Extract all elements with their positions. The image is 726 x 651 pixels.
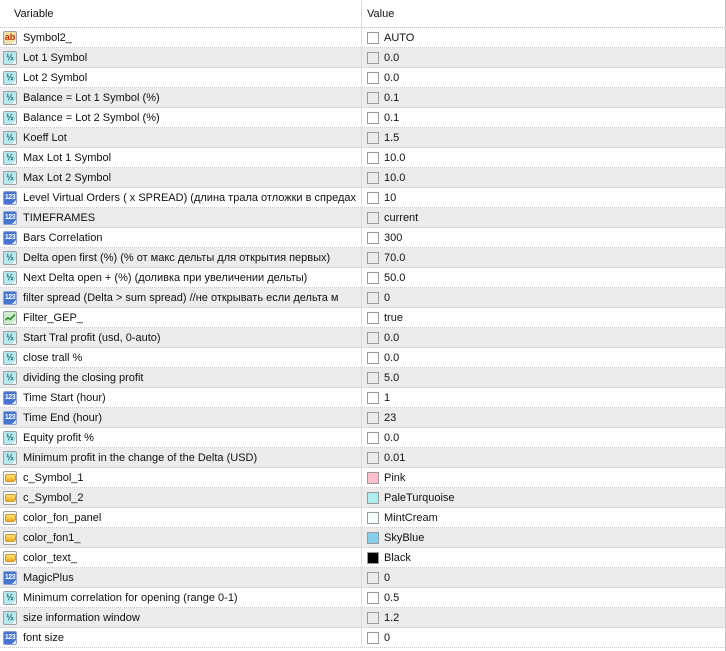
variable-cell [0, 208, 362, 227]
variable-name: Level Virtual Orders ( x SPREAD) (длина трала отложки в спредах [23, 191, 357, 204]
color-swatch [367, 292, 379, 304]
variable-cell [0, 608, 362, 627]
variable-cell [0, 508, 362, 527]
color-swatch [367, 212, 379, 224]
value-text: 0.0 [384, 331, 400, 344]
color-swatch [367, 452, 379, 464]
variable-name: Bars Correlation [23, 231, 103, 244]
variable-name: dividing the closing profit [23, 371, 144, 384]
value-cell[interactable] [362, 628, 725, 647]
value-text: 23 [384, 411, 397, 424]
value-text: 0.0 [384, 351, 400, 364]
value-text: PaleTurquoise [384, 491, 455, 504]
value-cell[interactable] [362, 508, 725, 527]
value-text: 0.5 [384, 591, 400, 604]
value-text: 0.0 [384, 71, 400, 84]
table-row[interactable] [0, 288, 725, 308]
variable-cell [0, 48, 362, 67]
int-type-icon: 123 [3, 231, 17, 245]
value-cell[interactable] [362, 488, 725, 507]
color-type-icon [3, 551, 17, 565]
color-swatch [367, 52, 379, 64]
table-row[interactable] [0, 528, 725, 548]
variable-cell [0, 348, 362, 367]
double-type-icon: ½ [3, 131, 17, 145]
table-row[interactable] [0, 368, 725, 388]
color-swatch [367, 392, 379, 404]
table-row[interactable] [0, 108, 725, 128]
double-type-icon: ½ [3, 431, 17, 445]
value-text: 10.0 [384, 171, 406, 184]
variable-cell [0, 448, 362, 467]
table-row[interactable] [0, 408, 725, 428]
value-cell[interactable] [362, 348, 725, 367]
value-cell[interactable] [362, 68, 725, 87]
variable-name: Max Lot 2 Symbol [23, 171, 112, 184]
variable-name: Delta open first (%) (% от макс дельты для открытия первых) [23, 251, 331, 264]
int-type-icon: 123 [3, 211, 17, 225]
color-swatch [367, 472, 379, 484]
color-type-icon [3, 511, 17, 525]
value-cell[interactable] [362, 388, 725, 407]
int-type-icon: 123 [3, 391, 17, 405]
variable-cell [0, 108, 362, 127]
table-row[interactable] [0, 628, 725, 648]
color-type-icon [3, 491, 17, 505]
value-text: 0.01 [384, 451, 406, 464]
value-text: MintCream [384, 511, 438, 524]
value-text: 0 [384, 571, 391, 584]
table-header [0, 0, 725, 28]
value-cell[interactable] [362, 268, 725, 287]
color-swatch [367, 632, 379, 644]
table-row[interactable] [0, 68, 725, 88]
value-text: Pink [384, 471, 406, 484]
variable-name: Symbol2_ [23, 31, 72, 44]
table-row[interactable] [0, 188, 725, 208]
table-row[interactable] [0, 168, 725, 188]
variable-cell [0, 128, 362, 147]
variable-cell [0, 188, 362, 207]
int-type-icon: 123 [3, 571, 17, 585]
table-row[interactable] [0, 208, 725, 228]
color-swatch [367, 572, 379, 584]
value-text: 1.2 [384, 611, 400, 624]
value-cell[interactable] [362, 48, 725, 67]
value-cell[interactable] [362, 148, 725, 167]
double-type-icon: ½ [3, 51, 17, 65]
variable-name: Time Start (hour) [23, 391, 106, 404]
variable-cell [0, 408, 362, 427]
double-type-icon: ½ [3, 351, 17, 365]
variable-cell [0, 268, 362, 287]
color-swatch [367, 172, 379, 184]
value-cell[interactable] [362, 408, 725, 427]
value-cell[interactable] [362, 248, 725, 267]
value-text: 0.0 [384, 51, 400, 64]
variable-name: Start Tral profit (usd, 0-auto) [23, 331, 161, 344]
table-row[interactable] [0, 88, 725, 108]
variable-name: color_fon_panel [23, 511, 102, 524]
color-swatch [367, 492, 379, 504]
table-row[interactable] [0, 48, 725, 68]
double-type-icon: ½ [3, 111, 17, 125]
table-row[interactable] [0, 228, 725, 248]
color-swatch [367, 152, 379, 164]
variable-cell [0, 168, 362, 187]
color-swatch [367, 112, 379, 124]
value-cell[interactable] [362, 208, 725, 227]
int-type-icon: 123 [3, 291, 17, 305]
variable-cell [0, 288, 362, 307]
variable-cell [0, 428, 362, 447]
column-header-value-label: Value [367, 7, 395, 20]
value-cell[interactable] [362, 328, 725, 347]
color-swatch [367, 272, 379, 284]
color-swatch [367, 232, 379, 244]
table-row[interactable] [0, 28, 725, 48]
color-type-icon [3, 531, 17, 545]
variable-cell [0, 68, 362, 87]
variable-name: Next Delta open + (%) (доливка при увеличении дельты) [23, 271, 308, 284]
variable-cell [0, 88, 362, 107]
table-row[interactable] [0, 468, 725, 488]
variable-name: Lot 1 Symbol [23, 51, 88, 64]
table-row[interactable] [0, 248, 725, 268]
color-swatch [367, 532, 379, 544]
column-header-variable[interactable] [0, 0, 362, 27]
value-text: 0 [384, 291, 391, 304]
value-cell[interactable] [362, 128, 725, 147]
color-swatch [367, 32, 379, 44]
double-type-icon: ½ [3, 151, 17, 165]
double-type-icon: ½ [3, 171, 17, 185]
double-type-icon: ½ [3, 271, 17, 285]
value-cell[interactable] [362, 608, 725, 627]
value-cell[interactable] [362, 168, 725, 187]
double-type-icon: ½ [3, 451, 17, 465]
variable-name: close trall % [23, 351, 83, 364]
double-type-icon: ½ [3, 591, 17, 605]
value-cell[interactable] [362, 88, 725, 107]
string-type-icon: ab [3, 31, 17, 45]
table-row[interactable] [0, 428, 725, 448]
table-row[interactable] [0, 448, 725, 468]
value-text: 10 [384, 191, 397, 204]
color-swatch [367, 332, 379, 344]
table-row[interactable] [0, 328, 725, 348]
variable-cell [0, 388, 362, 407]
value-cell[interactable] [362, 288, 725, 307]
value-text: 0.1 [384, 111, 400, 124]
color-swatch [367, 552, 379, 564]
bool-type-icon [3, 311, 17, 325]
variable-name: color_fon1_ [23, 531, 81, 544]
variable-name: Minimum profit in the change of the Delta (USD) [23, 451, 258, 464]
value-text: 0 [384, 631, 391, 644]
color-swatch [367, 132, 379, 144]
double-type-icon: ½ [3, 91, 17, 105]
variable-name: color_text_ [23, 551, 77, 564]
value-cell[interactable] [362, 568, 725, 587]
variable-cell [0, 248, 362, 267]
double-type-icon: ½ [3, 371, 17, 385]
variable-name: c_Symbol_2 [23, 491, 84, 504]
variable-cell [0, 28, 362, 47]
value-text: 10.0 [384, 151, 406, 164]
double-type-icon: ½ [3, 71, 17, 85]
value-text: AUTO [384, 31, 415, 44]
value-cell[interactable] [362, 28, 725, 47]
value-cell[interactable] [362, 428, 725, 447]
variable-cell [0, 628, 362, 647]
color-swatch [367, 72, 379, 84]
value-text: 0.0 [384, 431, 400, 444]
variable-name: Equity profit % [23, 431, 94, 444]
value-text: 70.0 [384, 251, 406, 264]
color-swatch [367, 412, 379, 424]
value-text: current [384, 211, 419, 224]
variable-name: Minimum correlation for opening (range 0-1) [23, 591, 238, 604]
color-swatch [367, 612, 379, 624]
variable-cell [0, 548, 362, 567]
variable-name: Max Lot 1 Symbol [23, 151, 112, 164]
value-text: true [384, 311, 403, 324]
color-swatch [367, 192, 379, 204]
value-cell[interactable] [362, 468, 725, 487]
table-body [0, 28, 725, 648]
double-type-icon: ½ [3, 331, 17, 345]
value-cell[interactable] [362, 368, 725, 387]
variable-cell [0, 368, 362, 387]
table-row[interactable] [0, 388, 725, 408]
int-type-icon: 123 [3, 411, 17, 425]
color-swatch [367, 312, 379, 324]
variable-cell [0, 148, 362, 167]
variable-name: Time End (hour) [23, 411, 103, 424]
table-row[interactable] [0, 148, 725, 168]
variable-cell [0, 568, 362, 587]
variable-cell [0, 328, 362, 347]
color-swatch [367, 592, 379, 604]
variable-cell [0, 468, 362, 487]
value-text: 50.0 [384, 271, 406, 284]
variable-name: c_Symbol_1 [23, 471, 84, 484]
column-header-value[interactable] [362, 0, 725, 27]
value-cell[interactable] [362, 548, 725, 567]
variable-name: TIMEFRAMES [23, 211, 96, 224]
int-type-icon: 123 [3, 191, 17, 205]
variable-name: Lot 2 Symbol [23, 71, 88, 84]
table-row[interactable] [0, 508, 725, 528]
variable-cell [0, 228, 362, 247]
table-row[interactable] [0, 348, 725, 368]
variable-name: Balance = Lot 2 Symbol (%) [23, 111, 160, 124]
table-row[interactable] [0, 548, 725, 568]
variable-name: font size [23, 631, 64, 644]
value-cell[interactable] [362, 588, 725, 607]
double-type-icon: ½ [3, 611, 17, 625]
color-swatch [367, 252, 379, 264]
value-text: SkyBlue [384, 531, 425, 544]
variable-name: filter spread (Delta > sum spread) //не открывать если дельта м [23, 291, 339, 304]
table-row[interactable] [0, 568, 725, 588]
color-swatch [367, 352, 379, 364]
value-text: 5.0 [384, 371, 400, 384]
variable-name: Balance = Lot 1 Symbol (%) [23, 91, 160, 104]
table-row[interactable] [0, 268, 725, 288]
color-swatch [367, 512, 379, 524]
value-text: Black [384, 551, 411, 564]
value-text: 1 [384, 391, 391, 404]
value-text: 1.5 [384, 131, 400, 144]
table-row[interactable] [0, 488, 725, 508]
value-cell[interactable] [362, 228, 725, 247]
value-text: 0.1 [384, 91, 400, 104]
int-type-icon: 123 [3, 631, 17, 645]
table-row[interactable] [0, 608, 725, 628]
variable-name: MagicPlus [23, 571, 74, 584]
column-header-variable-label: Variable [14, 7, 54, 20]
table-row[interactable] [0, 308, 725, 328]
variable-name: Filter_GEP_ [23, 311, 83, 324]
color-type-icon [3, 471, 17, 485]
variable-cell [0, 308, 362, 327]
table-row[interactable] [0, 588, 725, 608]
value-cell[interactable] [362, 308, 725, 327]
variable-cell [0, 528, 362, 547]
variable-cell [0, 588, 362, 607]
color-swatch [367, 372, 379, 384]
color-swatch [367, 432, 379, 444]
double-type-icon: ½ [3, 251, 17, 265]
variable-name: size information window [23, 611, 140, 624]
variable-cell [0, 488, 362, 507]
color-swatch [367, 92, 379, 104]
table-row[interactable] [0, 128, 725, 148]
value-cell[interactable] [362, 448, 725, 467]
value-cell[interactable] [362, 528, 725, 547]
value-text: 300 [384, 231, 403, 244]
variable-name: Koeff Lot [23, 131, 67, 144]
value-cell[interactable] [362, 188, 725, 207]
value-cell[interactable] [362, 108, 725, 127]
